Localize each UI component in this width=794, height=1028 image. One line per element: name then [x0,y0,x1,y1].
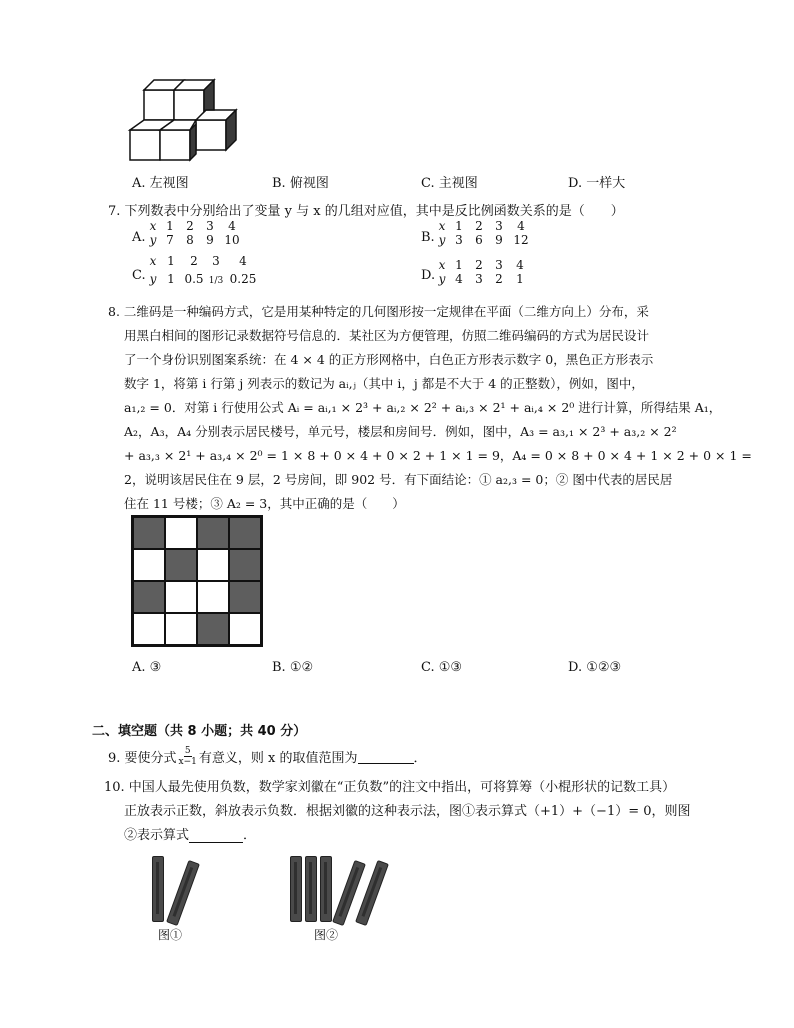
q7-d-label: D. [421,268,436,283]
q7-a-table: x 1 2 3 4 y 7 8 9 10 [149,219,240,247]
q8-line-1: 8. 二维码是一种编码方式，它是用某种特定的几何图形按一定规律在平面（二维方向上）分布，采 [108,304,649,319]
section-title: 二、填空题（共 8 小题；共 40 分） [92,724,307,739]
grid-cell [165,549,197,581]
q9-end: ． [413,751,427,766]
q8-line-7: + a₃,₃ × 2¹ + a₃,₄ × 2⁰ = 1 × 8 + 0 × 4 + 0 × 2 + 1 × 1 = 9，A₄ = 0 × 8 + 0 × 4 + 1 × 2 + 0 × 1 = [124,448,752,463]
q8-line-2: 用黑白相间的图形记录数据符号信息的．某社区为方便管理，仿照二维码编码的方式为居民设计 [124,328,650,343]
q9-fraction [179,746,197,767]
rod-upright [290,856,302,922]
grid-cell [197,549,229,581]
rod-upright [305,856,317,922]
q7-c-table: x 1 2 3 4 y 1 0.5 1/3 0.25 [149,254,257,286]
grid-cell [133,613,165,645]
q10-line-3-text: ②表示算式 [124,828,190,843]
q7-c-label: C. [132,268,146,283]
q8-line-6: A₂，A₃，A₄ 分别表示居民楼号，单元号，楼层和房间号．例如，图中，A₃ = a₃,₁ × 2³ + a₃,₂ × 2² [124,424,677,439]
q8-option-d: D. ①②③ [568,660,622,675]
q9-fraction-denominator: x−1 [178,757,197,767]
grid-cell [133,549,165,581]
q8-line-3: 了一个身份识别图案系统：在 4 × 4 的正方形网格中，白色正方形表示数字 0，黑色正方形表示 [124,352,654,367]
rod-upright [152,856,164,922]
q8-line-4: 数字 1，将第 i 行第 j 列表示的数记为 aᵢ,ⱼ（其中 i，j 都是不大于 4 的正整数），例如，图中， [124,376,644,391]
grid-cell [229,549,261,581]
grid-cell [229,517,261,549]
q6-option-d: D. 一样大 [568,176,626,191]
q9-fraction-numerator: 5 [184,746,191,756]
figure-1-caption: 图① [158,928,183,942]
q9-answer-blank[interactable] [358,749,414,764]
cube-stack-figure [126,72,246,164]
grid-cell [197,517,229,549]
q6-option-a: A. 左视图 [132,176,189,191]
q6-option-b: B. 俯视图 [272,176,329,191]
q7-b-table: x 1 2 3 4 y 3 6 9 12 [438,219,529,247]
q9-stem [108,746,427,767]
q8-line-5: a₁,₂ = 0．对第 i 行使用公式 Aᵢ = aᵢ,₁ × 2³ + aᵢ,₂ × 2² + aᵢ,₃ × 2¹ + aᵢ,₄ × 2⁰ 进行计算，所得结果 A₁， [124,400,722,415]
q8-option-c: C. ①③ [421,660,463,675]
rod-slanted [166,860,200,926]
grid-cell [133,581,165,613]
qr-grid-figure [131,515,263,647]
q7-d-table: x 1 2 3 4 y 4 3 2 1 [438,258,524,286]
q7-a-label: A. [132,230,146,245]
figure-2-caption: 图② [314,928,339,942]
grid-cell [229,581,261,613]
q8-option-b: B. ①② [272,660,314,675]
q10-line-3 [124,824,256,843]
q8-option-a: A. ③ [132,660,162,675]
grid-cell [165,517,197,549]
grid-cell [229,613,261,645]
grid-cell [165,581,197,613]
rod-upright [320,856,332,922]
q7-stem: 7. 下列数表中分别给出了变量 y 与 x 的几组对应值，其中是反比例函数关系的是（ ） [108,204,624,219]
grid-cell [197,613,229,645]
q10-line-1: 10. 中国人最先使用负数，数学家刘徽在“正负数”的注文中指出，可将算筹（小棍形状的记数工具） [104,780,676,795]
grid-cell [165,613,197,645]
q7-b-label: B. [421,230,435,245]
q6-option-c: C. 主视图 [421,176,478,191]
q10-answer-blank[interactable] [189,828,243,843]
q9-prefix: 9. 要使分式 [108,751,177,766]
q10-end: ． [243,828,257,843]
q8-line-9: 住在 11 号楼；③ A₂ = 3，其中正确的是（ ） [124,496,405,511]
q10-line-2: 正放表示正数，斜放表示负数．根据刘徽的这种表示法，图①表示算式（+1）+（−1）= 0，则图 [124,804,691,819]
grid-cell [133,517,165,549]
grid-cell [197,581,229,613]
q8-line-8: 2，说明该居民住在 9 层，2 号房间，即 902 号．有下面结论：① a₂,₃ = 0；② 图中代表的居民居 [124,472,673,487]
q9-suffix: 有意义，则 x 的取值范围为 [198,751,358,766]
